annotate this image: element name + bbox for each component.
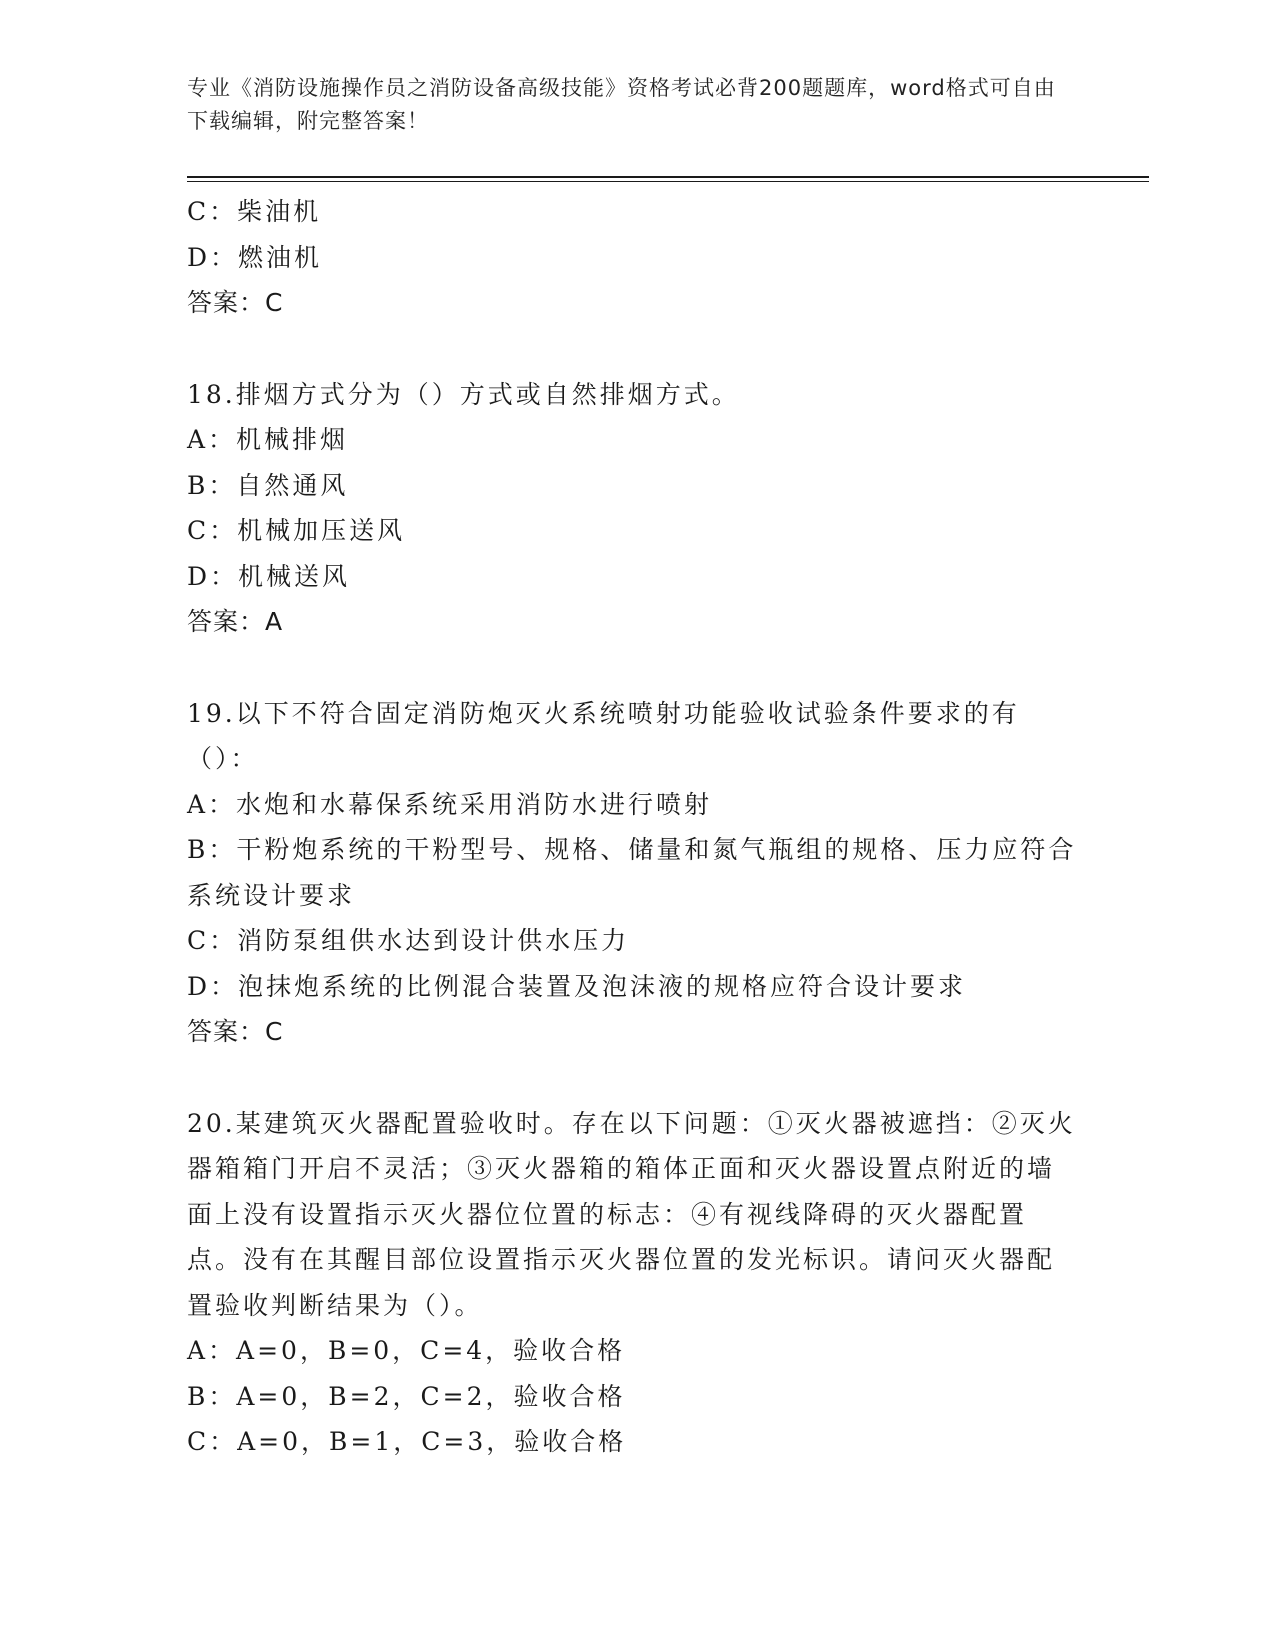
option-a: A：水炮和水幕保系统采用消防水进行喷射 (187, 789, 713, 819)
answer-line: 答案：A (187, 607, 284, 636)
question-17-tail (187, 189, 1077, 326)
option-b: B：A=0，B=2，C=2，验收合格 (187, 1381, 626, 1411)
option-d: D：泡抹炮系统的比例混合装置及泡沫液的规格应符合设计要求 (187, 971, 967, 1001)
option-c: C：柴油机 (187, 197, 322, 226)
option-b: B：干粉炮系统的干粉型号、规格、储量和氮气瓶组的规格、压力应符合系统设计要求 (187, 835, 1077, 910)
question-20 (187, 1101, 1077, 1465)
question-stem: 19.以下不符合固定消防炮灭火系统喷射功能验收试验条件要求的有（）： (187, 698, 1020, 773)
option-a: A：A=0，B=0，C=4，验收合格 (187, 1336, 626, 1365)
question-list (187, 189, 1077, 1465)
question-19 (187, 691, 1077, 1055)
option-d: D：机械送风 (187, 561, 351, 591)
option-d: D：燃油机 (187, 242, 323, 272)
question-18 (187, 372, 1077, 645)
option-b: B：自然通风 (187, 470, 349, 500)
question-spacer (187, 1055, 1077, 1101)
option-c: C：A=0，B=1，C=3，验收合格 (187, 1427, 627, 1456)
question-spacer (187, 645, 1077, 691)
header-rule-thin (187, 181, 1149, 182)
question-stem: 18.排烟方式分为（）方式或自然排烟方式。 (187, 379, 740, 409)
question-spacer (187, 326, 1077, 372)
question-stem: 20.某建筑灭火器配置验收时。存在以下问题：①灭火器被遮挡：②灭火器箱箱门开启不灵活；③灭火器箱的箱体正面和灭火器设置点附近的墙面上没有设置指示灭火器位位置的标志：④有视线降碍的灭火器配置点。没有在其醒目部位设置指示灭火器位置的发光标识。请问灭火器配置验收判断结果为（）。 (187, 1108, 1076, 1320)
option-c: C：消防泵组供水达到设计供水压力 (187, 926, 630, 955)
answer-line: 答案：C (187, 288, 284, 317)
document-header: 专业《消防设施操作员之消防设备高级技能》资格考试必背200题题库，word格式可自由下载编辑，附完整答案！ (187, 76, 1056, 133)
answer-line: 答案：C (187, 1017, 284, 1046)
option-c: C：机械加压送风 (187, 516, 406, 545)
option-a: A：机械排烟 (187, 425, 349, 454)
header-rule-thick (187, 176, 1149, 178)
